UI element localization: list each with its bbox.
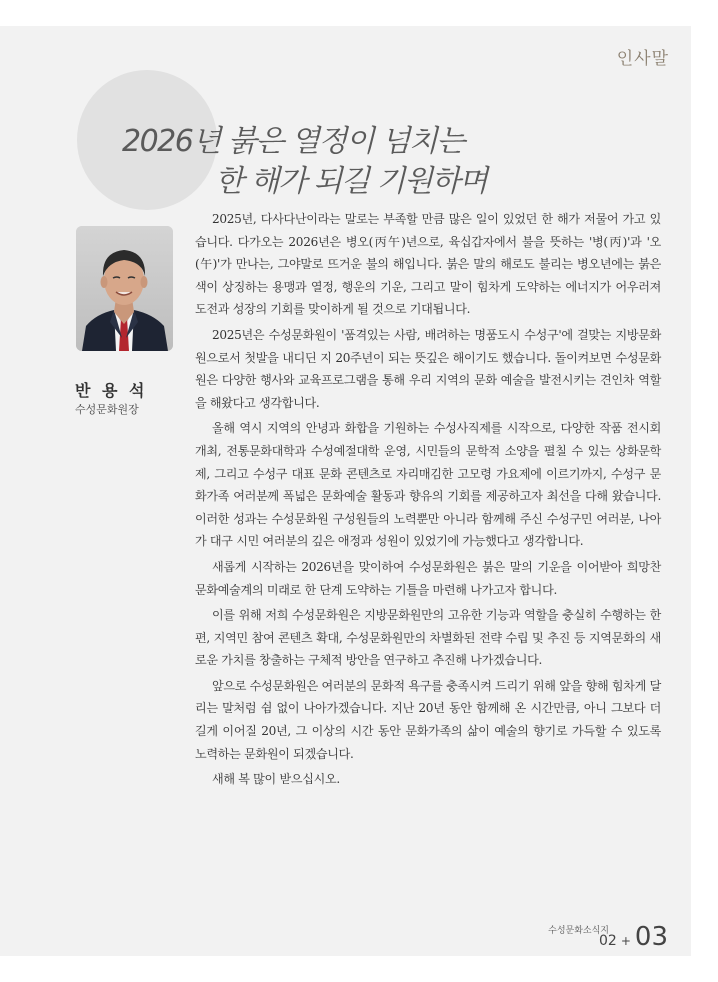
title-line-1: 2026년 붉은 열정이 넘치는 (122, 124, 464, 159)
paragraph: 이를 위해 저희 수성문화원은 지방문화원만의 고유한 기능과 역할을 충실히 수행하는 한편, 지역민 참여 콘텐츠 확대, 수성문화원만의 차별화된 전략 수립 및 추진 등 지역문화의 새로운 가치를 창출하는 구체적 방안을 연구하고 추진해 나가겠습니다. (195, 608, 661, 668)
current-page-number: 03 (634, 922, 668, 952)
paragraph: 2025년은 수성문화원이 '품격있는 사람, 배려하는 명품도시 수성구'에 걸맞는 지방문화원으로서 첫발을 내디딘 지 20주년이 되는 뜻깊은 해이기도 했습니다. 돌이켜보면 수성문화원은 다양한 행사와 교육프로그램을 통해 우리 지역의 문화 예술을 발전시키는 견인차 역할을 해왔다고 생각합니다. (195, 327, 661, 410)
publication-name: 수성문화소식지 (548, 926, 609, 936)
paragraph: 올해 역시 지역의 안녕과 화합을 기원하는 수성사직제를 시작으로, 다양한 작품 전시회 개최, 전통문화대학과 수성예절대학 운영, 시민들의 문학적 소양을 펼칠 수 있는 상화문학제, 그리고 수성구 대표 문화 콘텐츠로 자리매김한 고모령 가요제에 이르기까지, 수성구 문화가족 여러분께 폭넓은 문화예술 활동과 향유의 기회를 제공하고자 최선을 다해 왔습니다. 이러한 성과는 수성문화원 구성원들의 노력뿐만 아니라 함께해 주신 수성구민 여러분, 나아가 대구 시민 여러분의 깊은 애정과 성원이 있었기에 가능했다고 생각합니다. (195, 421, 661, 549)
title-line-2: 한 해가 되길 기원하며 (215, 164, 487, 199)
author-photo (76, 226, 173, 351)
paragraph: 앞으로 수성문화원은 여러분의 문화적 욕구를 충족시켜 드리기 위해 앞을 향해 힘차게 달리는 말처럼 쉼 없이 나아가겠습니다. 지난 20년 동안 함께해 온 시간만큼, 아니 그보다 더 길게 이어질 20년, 그 이상의 시간 동안 문화가족의 삶이 예술의 향기로 가득할 수 있도록 노력하는 문화원이 되겠습니다. (195, 678, 661, 761)
author-role: 수성문화원장 (75, 403, 139, 416)
article-body (195, 208, 661, 794)
paragraph: 새롭게 시작하는 2026년을 맞이하여 수성문화원은 붉은 말의 기운을 이어받아 희망찬 문화예술계의 미래로 한 단계 도약하는 기틀을 마련해 나가고자 합니다. (195, 559, 661, 597)
page-number (599, 924, 668, 950)
section-label: 인사말 (616, 49, 669, 69)
paragraph: 2025년, 다사다난이라는 말로는 부족할 만큼 많은 일이 있었던 한 해가 저물어 가고 있습니다. 다가오는 2026년은 병오(丙午)년으로, 육십갑자에서 불을 뜻하는 '병(丙)'과 '오(午)'가 만나는, 그야말로 뜨거운 불의 해입니다. 붉은 말의 해로도 불리는 병오년에는 붉은색이 상징하는 용맹과 열정, 행운의 기운, 그리고 말이 힘차게 도약하는 에너지가 어우러져 도전과 성장의 기회를 맞이하게 될 것으로 기대됩니다. (195, 212, 661, 317)
page-title (0, 122, 560, 202)
page (0, 26, 691, 956)
author-name: 반 용 석 (75, 381, 148, 400)
plus-sign: + (620, 934, 631, 948)
paragraph: 새해 복 많이 받으십시오. (211, 772, 340, 787)
issue-number: 02 (599, 933, 617, 949)
